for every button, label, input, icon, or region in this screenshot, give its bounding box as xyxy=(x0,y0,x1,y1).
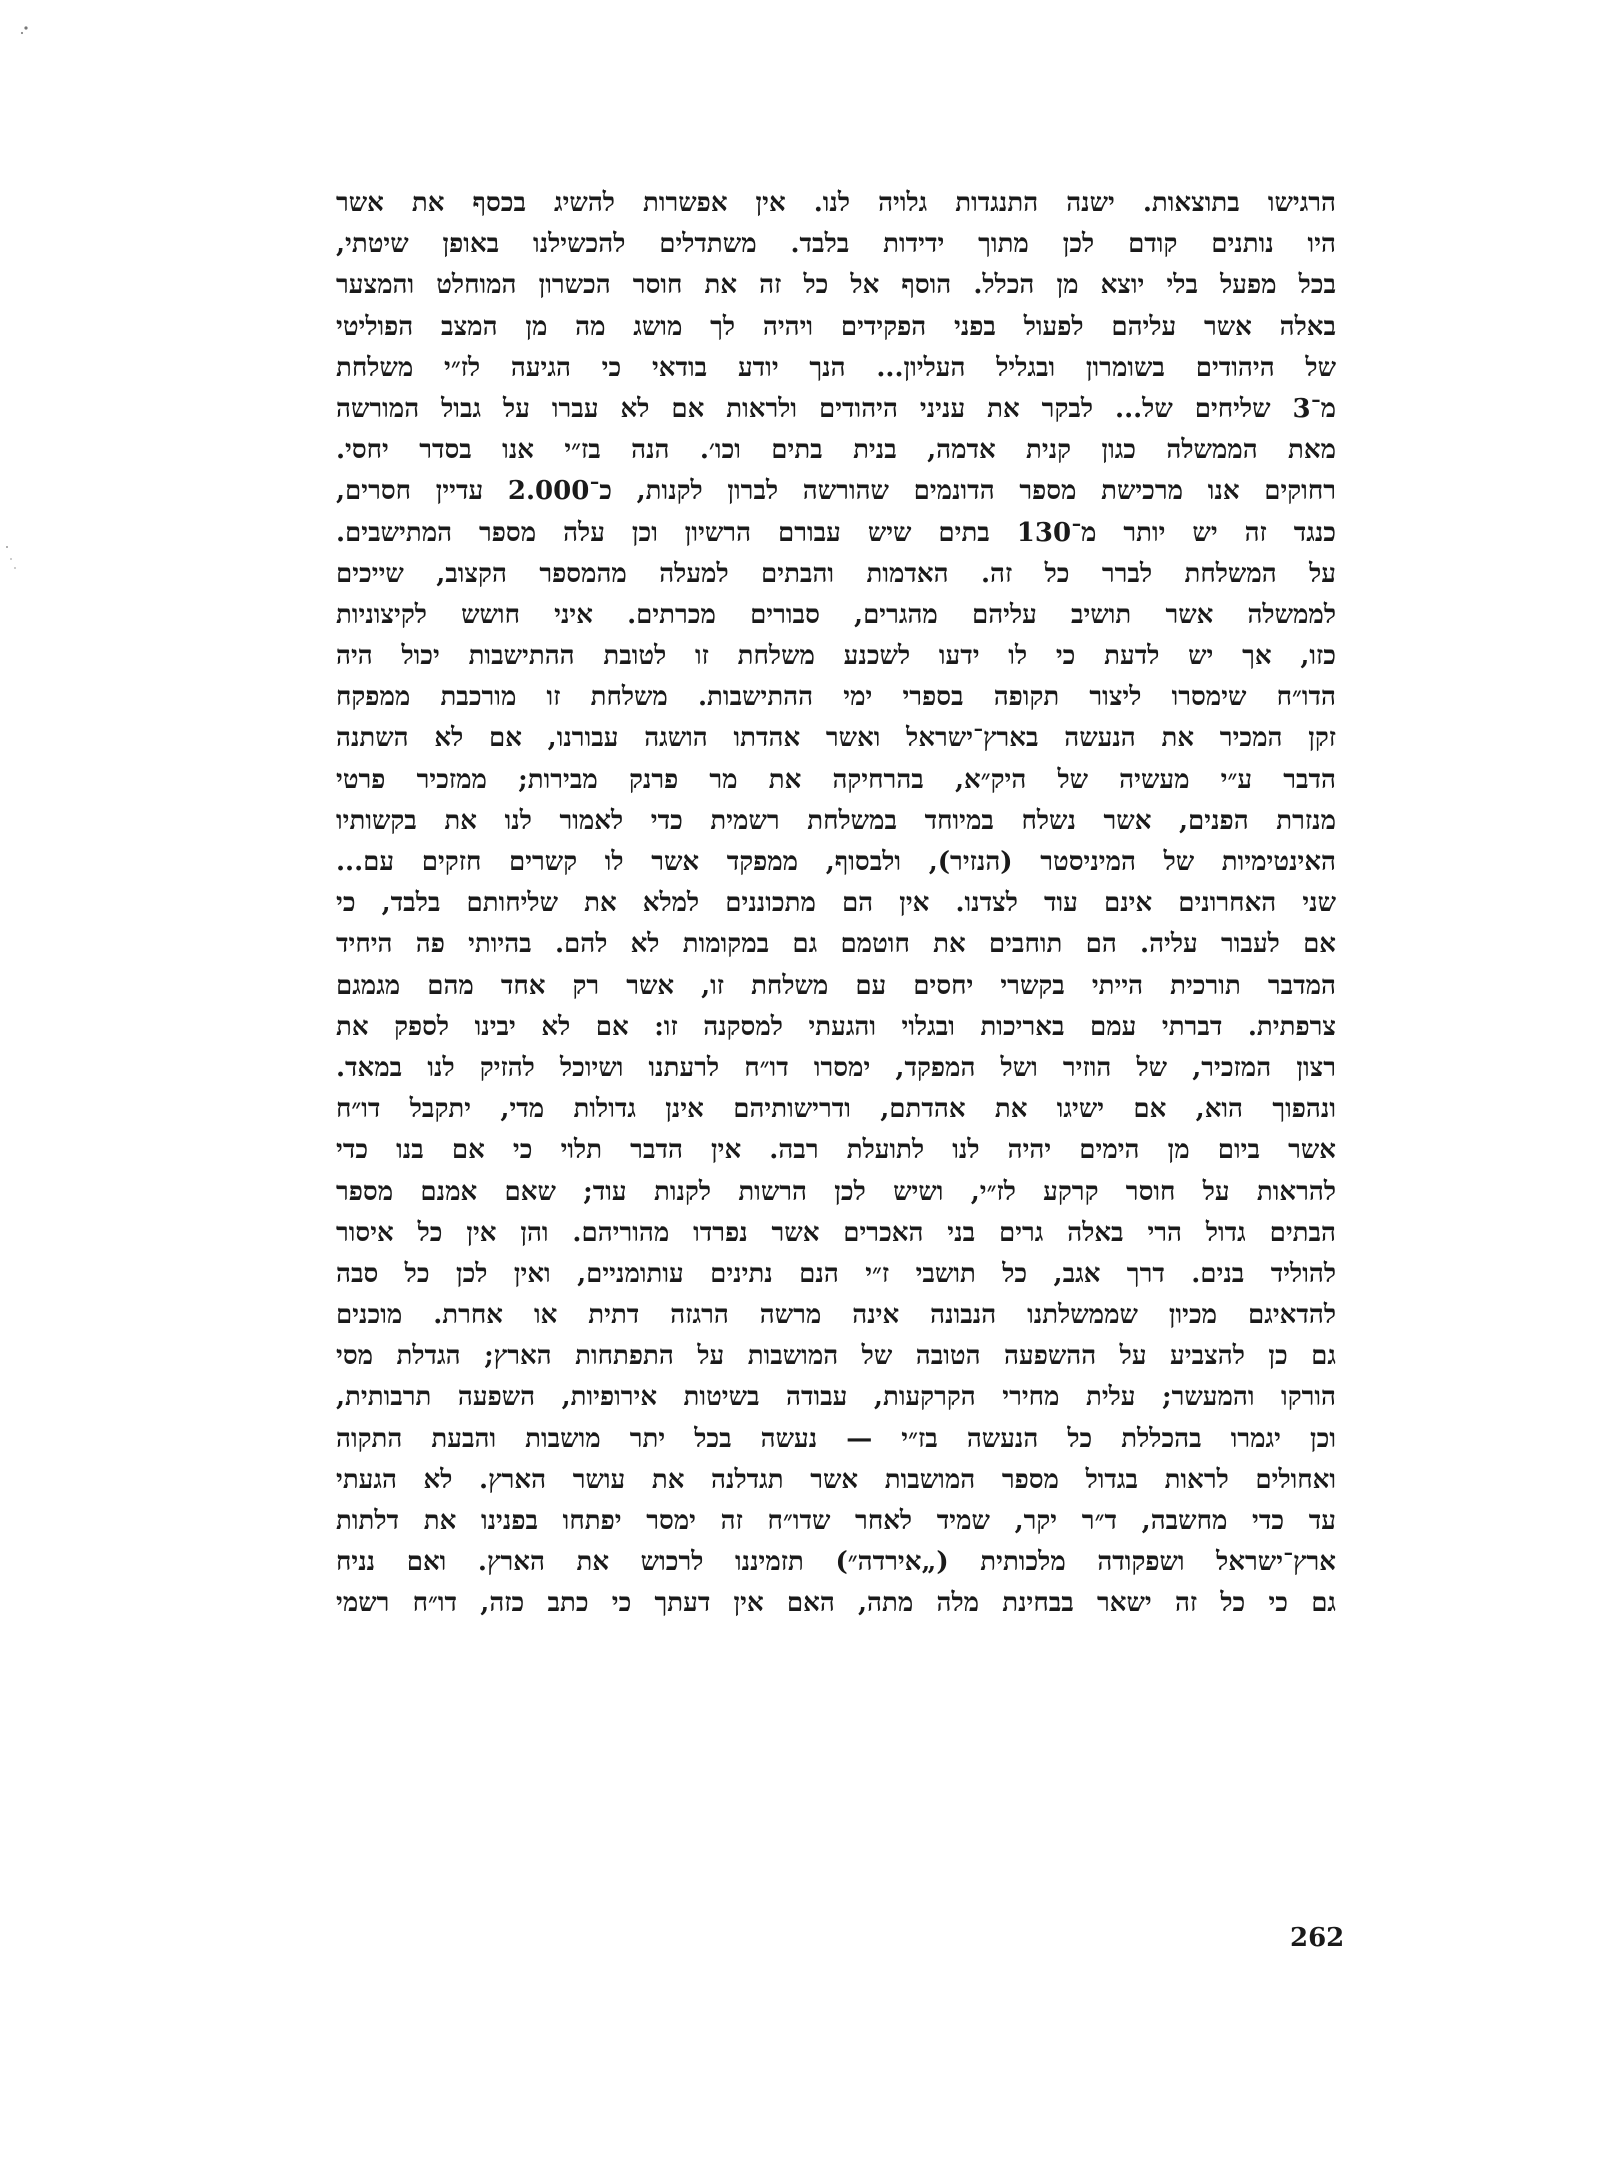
scan-speck xyxy=(21,32,23,34)
text-line: גם כן להצביע על ההשפעה הטובה של המושבות על התפתחות הארץ; הגדלת מסי xyxy=(336,1341,1336,1372)
text-line: לממשלה אשר תושיב עליהם מהגרים, סבורים מכרתים. איני חושש לקיצוניות xyxy=(336,599,1336,630)
text-line: אם לעבור עליה. הם תוחבים את חוטמם גם במקומות לא להם. בהיותי פה היחיד xyxy=(336,929,1336,960)
text-line: שני האחרונים אינם עוד לצדנו. אין הם מתכוננים למלא את שליחותם בלבד, כי xyxy=(336,888,1336,919)
text-line: זקן המכיר את הנעשה בארץ־ישראל ואשר אהדתו הושגה עבורנו, אם לא השתנה xyxy=(336,723,1336,754)
text-line: הדו״ח שימסרו ליצור תקופה בספרי ימי ההתישבות. משלחת זו מורכבת ממפקח xyxy=(336,682,1336,713)
text-line: רחוקים אנו מרכישת מספר הדונמים שהורשה לברון לקנות, כ־2.000 עדיין חסרים, xyxy=(336,476,1336,507)
text-line: וכן יגמרו בהכללת כל הנעשה בז״י — נעשה בכל יתר מושבות והבעת התקוה xyxy=(336,1423,1336,1454)
text-line: מנזרת הפנים, אשר נשלח במיוחד במשלחת רשמית כדי לאמור לנו את בקשותיו xyxy=(336,805,1336,836)
text-line: אשר ביום מן הימים יהיה לנו לתועלת רבה. אין הדבר תלוי כי אם בנו כדי xyxy=(336,1135,1336,1166)
text-line: רצון המזכיר, של הוזיר ושל המפקד, ימסרו דו״ח לרעתנו ושיוכל להזיק לנו במאד. xyxy=(336,1052,1336,1083)
text-line: של היהודים בשומרון ובגליל העליון... הנך יודע בודאי כי הגיעה לז״י משלחת xyxy=(336,352,1336,383)
scan-speck xyxy=(10,558,12,560)
text-line: מ־3 שליחים של... לבקר את עניני היהודים ולראות אם לא עברו על גבול המורשה xyxy=(336,393,1336,424)
page-number: 262 xyxy=(1290,1923,1345,1953)
text-line: מאת הממשלה כגון קנית אדמה, בנית בתים וכו׳. הנה בז״י אנו בסדר יחסי. xyxy=(336,435,1336,466)
text-line: ארץ־ישראל ושפקודה מלכותית („אירדה״) תזמיננו לרכוש את הארץ. ואם נניח xyxy=(336,1547,1336,1578)
text-line: הדבר ע״י מעשיה של היק״א, בהרחיקה את מר פרנק מבירות; ממזכיר פרטי xyxy=(336,764,1336,795)
text-line: על המשלחת לברר כל זה. האדמות והבתים למעלה מהמספר הקצוב, שייכים xyxy=(336,558,1336,589)
text-line: האינטימיות של המיניסטר (הנזיר), ולבסוף, ממפקד אשר לו קשרים חזקים עם... xyxy=(336,847,1336,877)
text-line: המדבר תורכית הייתי בקשרי יחסים עם משלחת זו, אשר רק אחד מהם מגמגם xyxy=(336,970,1336,1001)
text-line: בכל מפעל בלי יוצא מן הכלל. הוסף אל כל זה את חוסר הכשרון המוחלט והמצער xyxy=(336,270,1336,301)
text-line: הבתים גדול הרי באלה גרים בני האכרים אשר נפרדו מהוריהם. והן אין כל איסור xyxy=(336,1217,1336,1248)
text-line: עד כדי מחשבה, ד״ר יקר, שמיד לאחר שדו״ח זה ימסר יפתחו בפנינו את דלתות xyxy=(336,1506,1336,1536)
scan-specks xyxy=(0,0,40,600)
scan-speck xyxy=(6,546,8,548)
scan-speck xyxy=(14,567,16,569)
text-line: גם כי כל זה ישאר בבחינת מלה מתה, האם אין דעתך כי כתב כזה, דו״ח רשמי xyxy=(336,1588,1336,1619)
text-line: הורקו והמעשר; עלית מחירי הקרקעות, עבודה בשיטות אירופיות, השפעה תרבותית, xyxy=(336,1382,1336,1413)
text-line: ונהפוך הוא, אם ישיגו את אהדתם, ודרישותיהם אינן גדולות מדי, יתקבל דו״ח xyxy=(336,1094,1336,1125)
text-line: היו נותנים קודם לכן מתוך ידידות בלבד. משתדלים להכשילנו באופן שיטתי, xyxy=(336,229,1336,260)
text-line: צרפתית. דברתי עמם באריכות ובגלוי והגעתי למסקנה זו: אם לא יבינו לספק את xyxy=(336,1011,1336,1042)
text-line: כנגד זה יש יותר מ־130 בתים שיש עבורם הרשיון וכן עלה מספר המתישבים. xyxy=(336,517,1336,548)
scan-speck xyxy=(24,26,27,29)
text-line: להוליד בנים. דרך אגב, כל תושבי ז״י הנם נתינים עותומניים, ואין לכן כל סבה xyxy=(336,1258,1336,1289)
text-line: באלה אשר עליהם לפעול בפני הפקידים ויהיה לך מושג מה מן המצב הפוליטי xyxy=(336,311,1336,342)
text-line: כזו, אך יש לדעת כי לו ידעו לשכנע משלחת זו לטובת ההתישבות יכול היה xyxy=(336,641,1336,672)
text-line: להראות על חוסר קרקע לז״י, ושיש לכן הרשות לקנות עוד; שאם אמנם מספר xyxy=(336,1176,1336,1207)
text-line: להדאיגם מכיון שממשלתנו הנבונה אינה מרשה הרגזה דתית או אחרת. מוכנים xyxy=(336,1300,1336,1331)
text-line: הרגישו בתוצאות. ישנה התנגדות גלויה לנו. אין אפשרות להשיג בכסף את אשר xyxy=(336,188,1336,218)
text-line: ואחולים לראות בגדול מספר המושבות אשר תגדלנה את עושר הארץ. לא הגעתי xyxy=(336,1464,1336,1495)
body-text xyxy=(336,183,1336,1625)
